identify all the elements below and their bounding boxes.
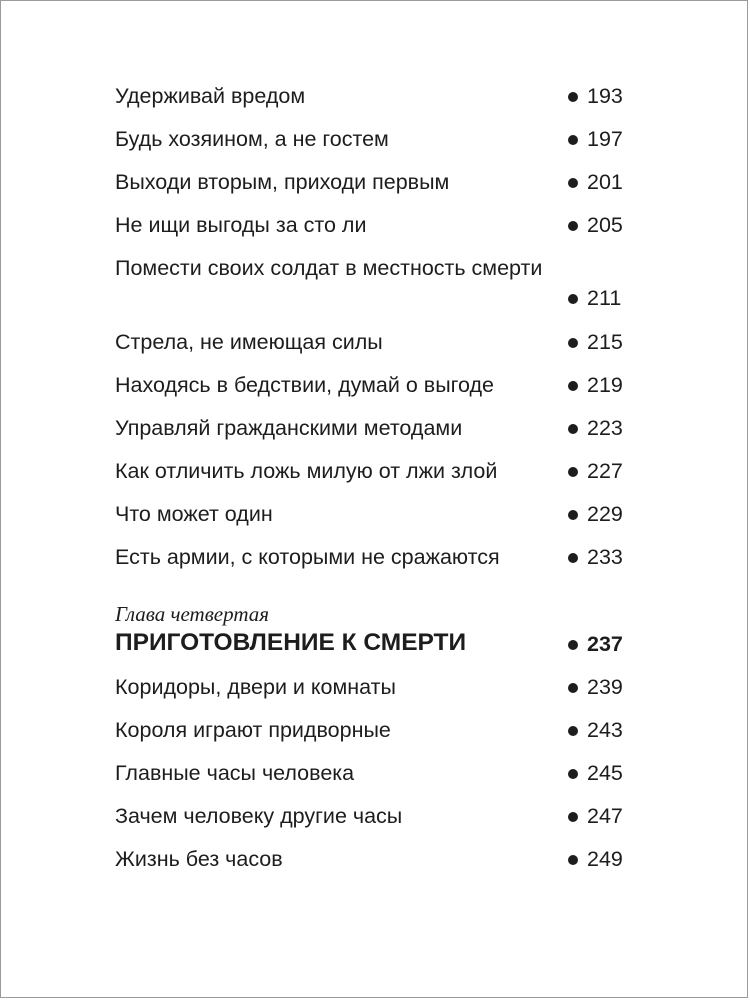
bullet-icon: [568, 812, 578, 822]
toc-entry-page: 249: [587, 847, 623, 871]
toc-entry-title: Зачем человеку другие часы: [115, 804, 403, 828]
chapter-page: 237: [587, 632, 623, 656]
toc-entry-page: 193: [587, 84, 623, 108]
bullet-icon: [568, 640, 578, 650]
bullet-icon: [568, 769, 578, 779]
chapter-heading: [115, 629, 627, 672]
bullet-icon: [568, 178, 578, 188]
bullet-icon: [568, 294, 578, 304]
toc-entry: [115, 758, 627, 801]
bullet-icon: [568, 221, 578, 231]
toc-entry-title: Есть армии, с которыми не сражаются: [115, 545, 500, 569]
toc-entry-title: Главные часы человека: [115, 761, 355, 785]
toc-entry-title: Выходи вторым, приходи первым: [115, 170, 450, 194]
toc-entry-page: 243: [587, 718, 623, 742]
toc-entry-page: 245: [587, 761, 623, 785]
toc-entry: [115, 253, 627, 327]
toc-entry-title: Помести своих солдат в местность смерти: [115, 256, 543, 280]
toc-entry-title: Жизнь без часов: [115, 847, 283, 871]
toc-entry: [115, 370, 627, 413]
bullet-icon: [568, 683, 578, 693]
toc-entry: [115, 456, 627, 499]
bullet-icon: [568, 855, 578, 865]
toc-entry-title: Коридоры, двери и комнаты: [115, 675, 396, 699]
toc-entry-title: Находясь в бедствии, думай о выгоде: [115, 373, 495, 397]
toc-entry-page: 223: [587, 416, 623, 440]
bullet-icon: [568, 467, 578, 477]
toc-entry-title: Управляй гражданскими методами: [115, 416, 463, 440]
toc-entry-page: 227: [587, 459, 623, 483]
toc-entry-page: 229: [587, 502, 623, 526]
toc-entry-page: 205: [587, 213, 623, 237]
toc-entry: [115, 327, 627, 370]
toc-entry-title: Будь хозяином, а не гостем: [115, 127, 389, 151]
toc-entry-page: 201: [587, 170, 623, 194]
toc-entry-title: Короля играют придворные: [115, 718, 391, 742]
toc-entry-page: 215: [587, 330, 623, 354]
bullet-icon: [568, 381, 578, 391]
toc-entry-title: Удерживай вредом: [115, 84, 306, 108]
bullet-icon: [568, 553, 578, 563]
bullet-icon: [568, 92, 578, 102]
bullet-icon: [568, 338, 578, 348]
toc-entry-page: 239: [587, 675, 623, 699]
toc-entry: [115, 167, 627, 210]
toc-entry: [115, 413, 627, 456]
toc-entry-title: Как отличить ложь милую от лжи злой: [115, 459, 498, 483]
chapter-label: Глава четвертая: [115, 602, 270, 626]
toc-entry: [115, 210, 627, 253]
toc-entry: [115, 499, 627, 542]
toc-entry-title: Что может один: [115, 502, 273, 526]
bullet-icon: [568, 424, 578, 434]
toc-entry: [115, 715, 627, 758]
toc-entry-title: Не ищи выгоды за сто ли: [115, 213, 367, 237]
table-of-contents: [115, 81, 627, 887]
chapter-title: ПРИГОТОВЛЕНИЕ К СМЕРТИ: [115, 629, 467, 656]
toc-entry: [115, 542, 627, 585]
toc-entry-page: 211: [587, 286, 622, 310]
toc-entry-page: 233: [587, 545, 623, 569]
bullet-icon: [568, 726, 578, 736]
toc-entry: [115, 801, 627, 844]
toc-entry: [115, 672, 627, 715]
toc-entry: [115, 844, 627, 887]
toc-entry-page: 247: [587, 804, 623, 828]
toc-entry: [115, 81, 627, 124]
bullet-icon: [568, 510, 578, 520]
toc-entry-title: Стрела, не имеющая силы: [115, 330, 383, 354]
toc-entry: [115, 124, 627, 167]
bullet-icon: [568, 135, 578, 145]
toc-entry-page: 197: [587, 127, 623, 151]
toc-entry-page: 219: [587, 373, 623, 397]
chapter-spacer: [115, 585, 627, 600]
